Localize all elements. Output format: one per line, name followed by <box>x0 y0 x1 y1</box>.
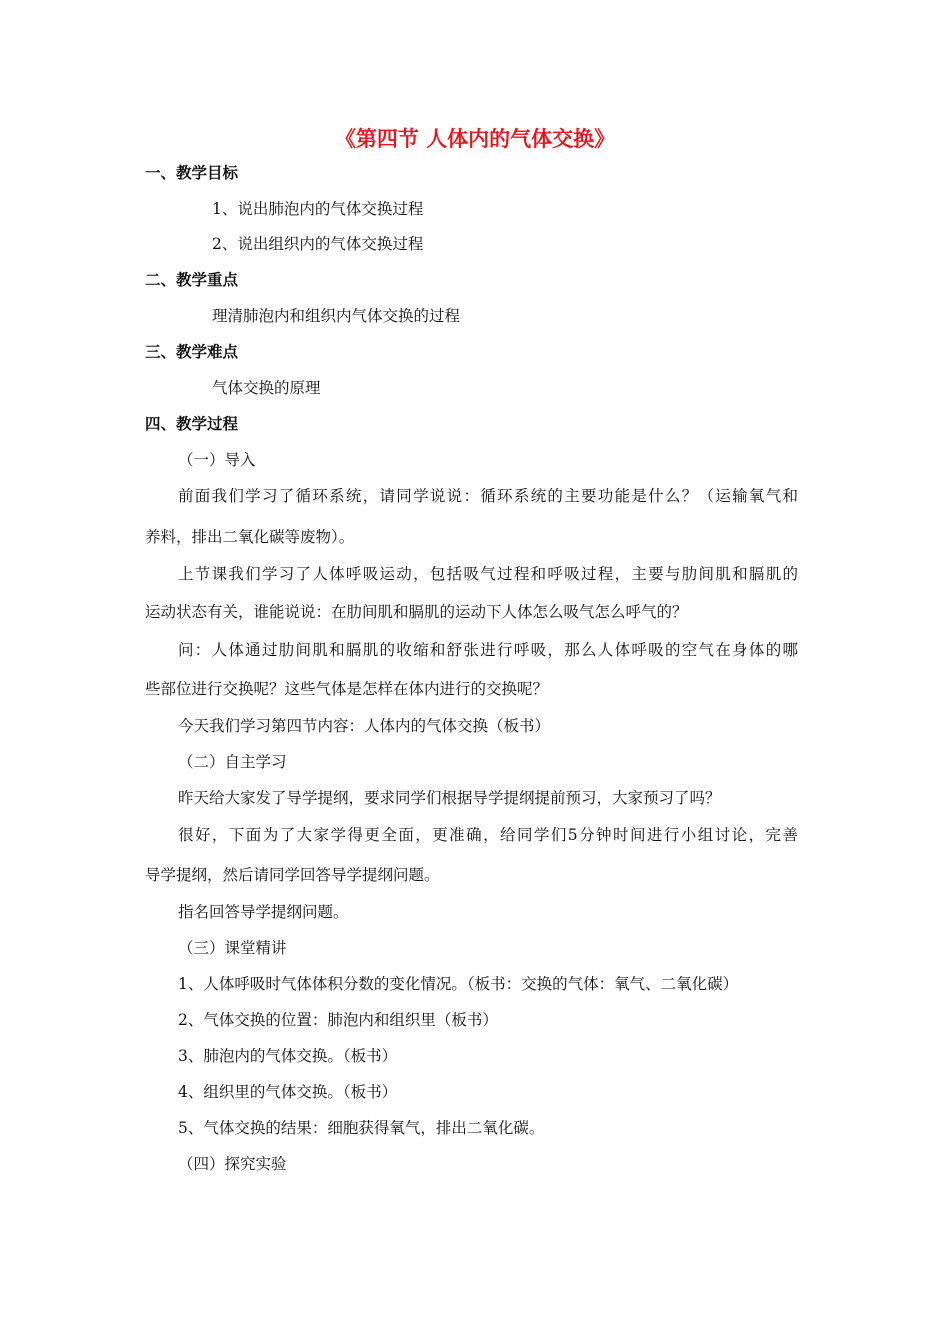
lecture-item-1: 1、人体呼吸时气体体积分数的变化情况。（板书：交换的气体：氧气、二氧化碳） <box>178 975 739 993</box>
self-study-paragraph-2-line-1: 很好，下面为了大家学得更全面，更准确，给同学们5分钟时间进行小组讨论，完善 <box>178 826 798 844</box>
lecture-item-5: 5、气体交换的结果：细胞获得氧气，排出二氧化碳。 <box>178 1119 545 1137</box>
intro-label: （一）导入 <box>178 451 256 469</box>
intro-paragraph-1-line-1: 前面我们学习了循环系统，请同学说说：循环系统的主要功能是什么？（运输氧气和 <box>178 487 798 505</box>
section-heading-difficulties: 三、教学难点 <box>145 343 239 361</box>
self-study-label: （二）自主学习 <box>178 753 287 771</box>
page-title: 《第四节 人体内的气体交换》 <box>334 127 616 151</box>
intro-paragraph-3-line-2: 些部位进行交换呢？这些气体是怎样在体内进行的交换呢？ <box>145 680 549 698</box>
self-study-paragraph-2-line-2: 导学提纲，然后请同学回答导学提纲问题。 <box>145 866 440 884</box>
goal-item-1: 1、说出肺泡内的气体交换过程 <box>212 200 424 218</box>
section-heading-process: 四、教学过程 <box>145 415 239 433</box>
goal-item-2: 2、说出组织内的气体交换过程 <box>212 235 424 253</box>
lecture-item-3: 3、肺泡内的气体交换。（板书） <box>178 1047 398 1065</box>
experiment-label: （四）探究实验 <box>178 1155 287 1173</box>
difficulties-text: 气体交换的原理 <box>212 379 321 397</box>
lecture-item-2: 2、气体交换的位置：肺泡内和组织里（板书） <box>178 1011 498 1029</box>
self-study-paragraph-3: 指名回答导学提纲问题。 <box>178 903 349 921</box>
key-points-text: 理清肺泡内和组织内气体交换的过程 <box>212 307 461 325</box>
intro-paragraph-2-line-1: 上节课我们学习了人体呼吸运动，包括吸气过程和呼吸过程，主要与肋间肌和膈肌的 <box>178 565 798 583</box>
section-heading-goals: 一、教学目标 <box>145 164 239 182</box>
lecture-label: （三）课堂精讲 <box>178 939 287 957</box>
lecture-item-4: 4、组织里的气体交换。（板书） <box>178 1083 398 1101</box>
intro-paragraph-2-line-2: 运动状态有关，谁能说说：在肋间肌和膈肌的运动下人体怎么吸气怎么呼气的？ <box>145 603 688 621</box>
intro-paragraph-3-line-1: 问：人体通过肋间肌和膈肌的收缩和舒张进行呼吸，那么人体呼吸的空气在身体的哪 <box>178 641 798 659</box>
intro-paragraph-4: 今天我们学习第四节内容：人体内的气体交换（板书） <box>178 717 551 735</box>
self-study-paragraph-1: 昨天给大家发了导学提纲，要求同学们根据导学提纲提前预习，大家预习了吗？ <box>178 789 721 807</box>
intro-paragraph-1-line-2: 养料，排出二氧化碳等废物）。 <box>145 528 355 546</box>
section-heading-key-points: 二、教学重点 <box>145 271 239 289</box>
